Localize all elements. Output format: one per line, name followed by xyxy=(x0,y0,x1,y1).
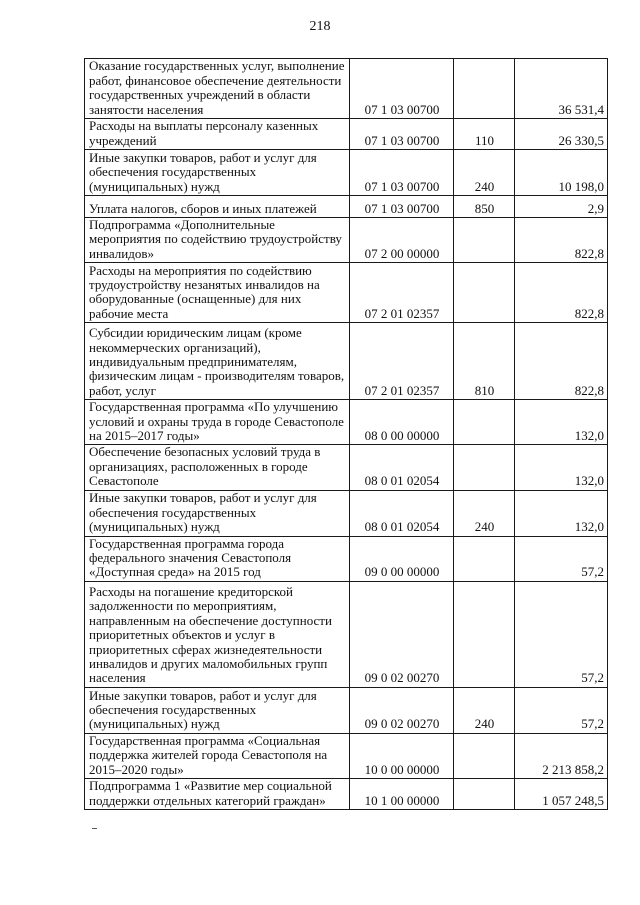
row-name: Расходы на мероприятия по содействию трудоустройству незанятых инвалидов на оборудованные (оснащенные) для них рабочие места xyxy=(85,263,350,323)
table-row xyxy=(85,581,608,687)
table-row xyxy=(85,119,608,150)
row-type xyxy=(454,59,515,119)
table-row xyxy=(85,150,608,196)
row-sum: 132,0 xyxy=(515,445,608,490)
row-sum: 2 213 858,2 xyxy=(515,733,608,778)
row-type: 240 xyxy=(454,490,515,536)
row-type xyxy=(454,779,515,810)
row-sum: 822,8 xyxy=(515,323,608,400)
row-sum: 57,2 xyxy=(515,581,608,687)
table-row xyxy=(85,687,608,733)
row-name: Субсидии юридическим лицам (кроме некоммерческих организаций), индивидуальным предпринимателям, физическим лицам - производителям товаров, работ, услуг xyxy=(85,323,350,400)
table-row xyxy=(85,536,608,581)
row-code: 07 2 00 00000 xyxy=(350,218,454,263)
table-row xyxy=(85,218,608,263)
row-type xyxy=(454,733,515,778)
row-name: Государственная программа «Социальная поддержка жителей города Севастополя на 2015–2020 годы» xyxy=(85,733,350,778)
row-code: 10 0 00 00000 xyxy=(350,733,454,778)
row-name: Оказание государственных услуг, выполнение работ, финансовое обеспечение деятельности государственных учреждений в области занятости населения xyxy=(85,59,350,119)
row-type: 110 xyxy=(454,119,515,150)
table-row xyxy=(85,323,608,400)
row-code: 07 1 03 00700 xyxy=(350,59,454,119)
row-name: Уплата налогов, сборов и иных платежей xyxy=(85,196,350,218)
row-type xyxy=(454,218,515,263)
row-type: 850 xyxy=(454,196,515,218)
row-code: 07 2 01 02357 xyxy=(350,323,454,400)
row-sum: 822,8 xyxy=(515,263,608,323)
row-sum: 2,9 xyxy=(515,196,608,218)
table-row xyxy=(85,263,608,323)
budget-table xyxy=(84,58,608,810)
row-code: 09 0 00 00000 xyxy=(350,536,454,581)
row-type xyxy=(454,536,515,581)
row-name: Иные закупки товаров, работ и услуг для обеспечения государственных (муниципальных) нужд xyxy=(85,150,350,196)
row-sum: 132,0 xyxy=(515,490,608,536)
row-name: Обеспечение безопасных условий труда в организациях, расположенных в городе Севастополе xyxy=(85,445,350,490)
row-code: 09 0 02 00270 xyxy=(350,581,454,687)
row-name: Иные закупки товаров, работ и услуг для обеспечения государственных (муниципальных) нужд xyxy=(85,687,350,733)
row-sum: 36 531,4 xyxy=(515,59,608,119)
row-code: 07 1 03 00700 xyxy=(350,196,454,218)
row-type xyxy=(454,581,515,687)
row-code: 08 0 01 02054 xyxy=(350,490,454,536)
row-code: 07 2 01 02357 xyxy=(350,263,454,323)
row-sum: 10 198,0 xyxy=(515,150,608,196)
table-row xyxy=(85,779,608,810)
row-type xyxy=(454,445,515,490)
row-code: 08 0 00 00000 xyxy=(350,400,454,445)
row-code: 07 1 03 00700 xyxy=(350,119,454,150)
row-sum: 822,8 xyxy=(515,218,608,263)
row-sum: 57,2 xyxy=(515,687,608,733)
row-type xyxy=(454,263,515,323)
scan-mark xyxy=(92,828,97,829)
row-type xyxy=(454,400,515,445)
table-row xyxy=(85,400,608,445)
row-name: Государственная программа города федерального значения Севастополя «Доступная среда» на 2015 год xyxy=(85,536,350,581)
table-row xyxy=(85,445,608,490)
row-sum: 1 057 248,5 xyxy=(515,779,608,810)
table-row xyxy=(85,733,608,778)
page-number: 218 xyxy=(309,19,331,34)
row-sum: 57,2 xyxy=(515,536,608,581)
row-code: 07 1 03 00700 xyxy=(350,150,454,196)
row-type: 240 xyxy=(454,687,515,733)
table-row xyxy=(85,490,608,536)
row-name: Иные закупки товаров, работ и услуг для обеспечения государственных (муниципальных) нужд xyxy=(85,490,350,536)
row-name: Расходы на погашение кредиторской задолженности по мероприятиям, направленным на обеспечение доступности приоритетных объектов и услуг в приоритетных сферах жизнедеятельности инвалидов и других маломобильных групп населения xyxy=(85,581,350,687)
table-row xyxy=(85,196,608,218)
row-type: 240 xyxy=(454,150,515,196)
row-name: Подпрограмма «Дополнительные мероприятия по содействию трудоустройству инвалидов» xyxy=(85,218,350,263)
row-name: Подпрограмма 1 «Развитие мер социальной поддержки отдельных категорий граждан» xyxy=(85,779,350,810)
row-sum: 132,0 xyxy=(515,400,608,445)
table-row xyxy=(85,59,608,119)
row-type: 810 xyxy=(454,323,515,400)
row-code: 09 0 02 00270 xyxy=(350,687,454,733)
row-name: Расходы на выплаты персоналу казенных учреждений xyxy=(85,119,350,150)
row-sum: 26 330,5 xyxy=(515,119,608,150)
row-code: 10 1 00 00000 xyxy=(350,779,454,810)
row-code: 08 0 01 02054 xyxy=(350,445,454,490)
row-name: Государственная программа «По улучшению условий и охраны труда в городе Севастополе на 2015–2017 годы» xyxy=(85,400,350,445)
